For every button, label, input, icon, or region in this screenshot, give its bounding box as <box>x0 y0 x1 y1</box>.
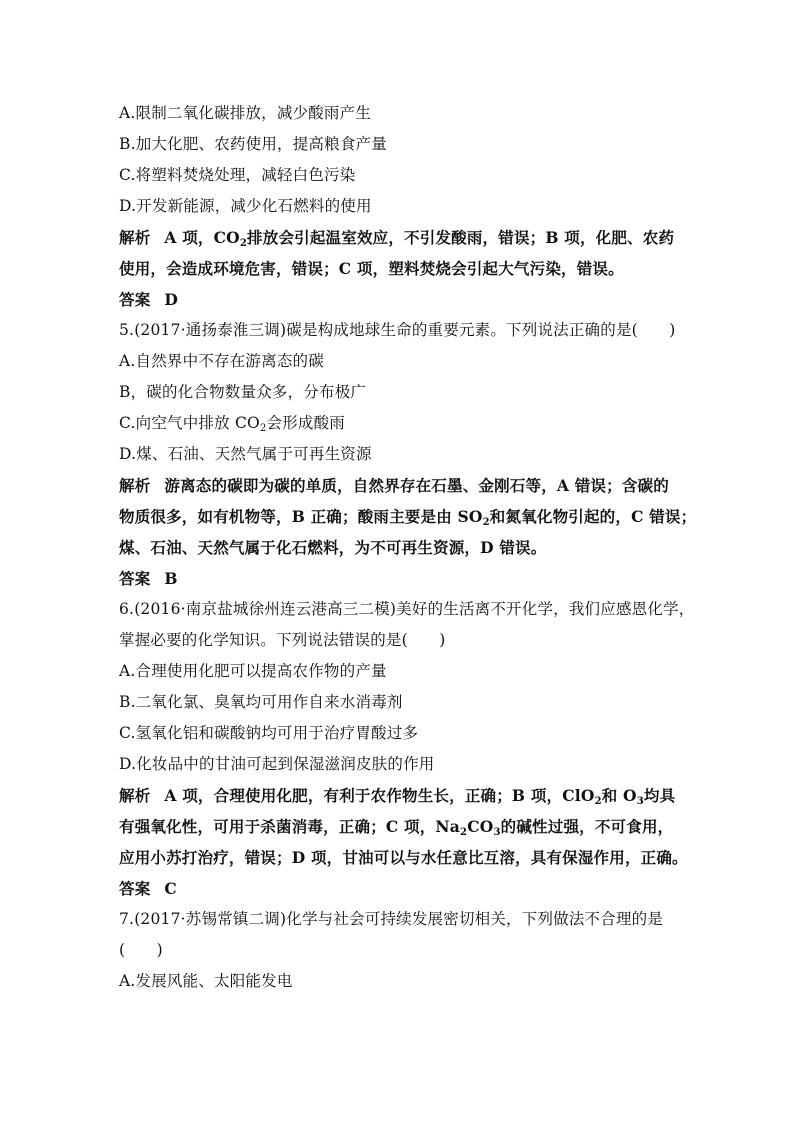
answer-label: 答案 <box>119 569 151 588</box>
q6-option-b: B.二氧化氯、臭氧均可用作自来水消毒剂 <box>119 693 403 711</box>
q7-stem-line-2: ( ) <box>119 941 163 959</box>
q5-option-b: B，碳的化合物数量众多，分布极广 <box>119 383 367 401</box>
q6-explanation-line-2: 有强氧化性，可用于杀菌消毒，正确；C 项，$Na_2CO_3$的碱性过强，不可食用， <box>119 817 674 838</box>
explain-label: 解析 <box>119 228 151 247</box>
q7-option-a: A.发展风能、太阳能发电 <box>119 972 293 990</box>
q4-option-b: B.加大化肥、农药使用，提高粮食产量 <box>119 135 387 153</box>
q6-option-c: C.氢氧化铝和碳酸钠均可用于治疗胃酸过多 <box>119 724 419 742</box>
q6-stem-line-2: 掌握必要的化学知识。下列说法错误的是( ) <box>119 631 446 649</box>
q4-explanation-line-1: 解析 A 项，$CO_2$排放会引起温室效应，不引发酸雨，错误；B 项，化肥、农药 <box>119 228 675 249</box>
answer-label: 答案 <box>119 879 151 898</box>
explain-label: 解析 <box>119 786 151 805</box>
q6-answer-value: C <box>164 879 177 898</box>
q6-explanation-line-3: 应用小苏打治疗，错误；D 项，甘油可以与水任意比互溶，具有保湿作用，正确。 <box>119 848 688 867</box>
q5-answer <box>119 563 679 594</box>
q6-option-a: A.合理使用化肥可以提高农作物的产量 <box>119 662 387 680</box>
q6-answer <box>119 873 679 904</box>
q5-explanation-line-1: 解析 游离态的碳即为碳的单质，自然界存在石墨、金刚石等，A 错误；含碳的 <box>119 476 669 495</box>
q5-option-a: A.自然界中不存在游离态的碳 <box>119 352 324 370</box>
q5-answer-value: B <box>164 569 178 588</box>
q4-answer <box>119 284 679 315</box>
explain-label: 解析 <box>119 476 151 495</box>
answer-label: 答案 <box>119 290 151 309</box>
q4-option-c: C.将塑料焚烧处理，减轻白色污染 <box>119 166 356 184</box>
document-page <box>119 98 697 997</box>
q6-option-d: D.化妆品中的甘油可起到保湿滋润皮肤的作用 <box>119 755 435 773</box>
q6-stem-line-1: 6.(2016·南京盐城徐州连云港高三二模)美好的生活离不开化学，我们应感恩化学， <box>119 600 695 618</box>
q4-option-d: D.开发新能源，减少化石燃料的使用 <box>119 197 372 215</box>
q5-explanation-line-2: 物质很多，如有机物等，B 正确；酸雨主要是由 $SO_2$和氮氧化物引起的，C 错误； <box>119 507 697 528</box>
q5-explanation-line-3: 煤、石油、天然气属于化石燃料，为不可再生资源，D 错误。 <box>119 538 547 557</box>
q4-option-a: A.限制二氧化碳排放，减少酸雨产生 <box>119 104 372 122</box>
q7-stem-line-1: 7.(2017·苏锡常镇二调)化学与社会可持续发展密切相关，下列做法不合理的是 <box>119 910 664 928</box>
q4-answer-value: D <box>164 290 179 309</box>
q4-explanation-line-2: 使用，会造成环境危害，错误；C 项，塑料焚烧会引起大气污染，错误。 <box>119 259 624 278</box>
q5-option-d: D.煤、石油、天然气属于可再生资源 <box>119 445 372 463</box>
q5-option-c: C.向空气中排放 $CO_2$会形成酸雨 <box>119 414 346 434</box>
q5-stem: 5.(2017·通扬泰淮三调)碳是构成地球生命的重要元素。下列说法正确的是( ) <box>119 321 676 339</box>
q6-explanation-line-1: 解析 A 项，合理使用化肥，有利于农作物生长，正确；B 项，ClO$_2$和 $O_3$均具 <box>119 786 676 807</box>
